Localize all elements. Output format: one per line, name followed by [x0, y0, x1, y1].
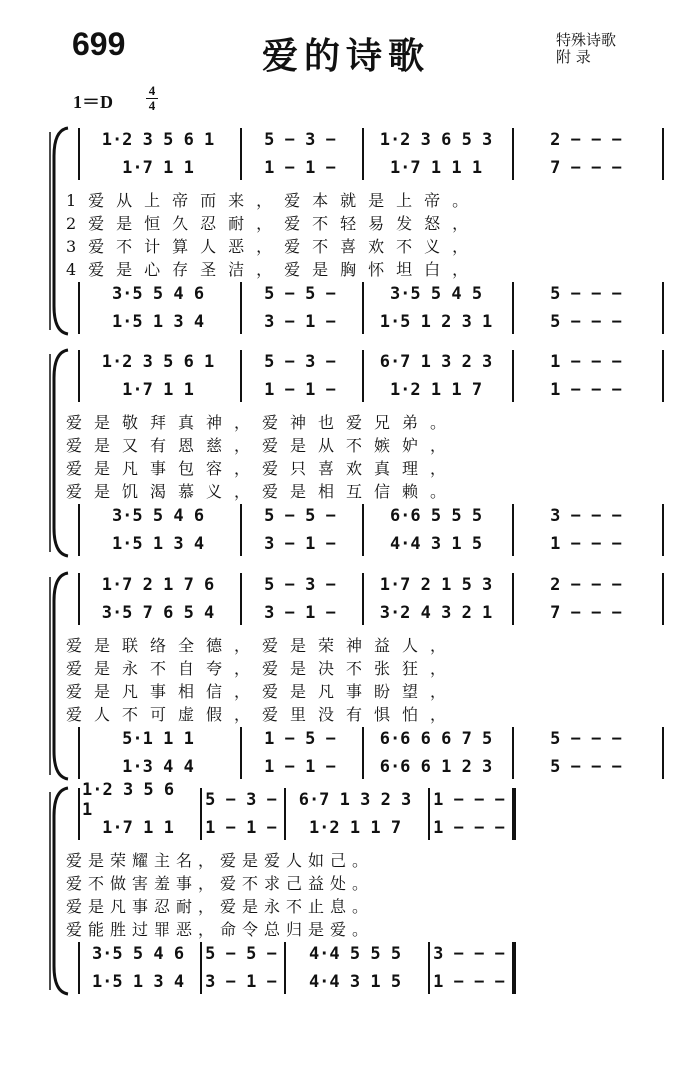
measure: 1 − − − [550, 352, 622, 372]
lyric-line: 爱是凡事相信，爱是凡事盼望， [66, 682, 459, 701]
measure: 5 − 3 − [264, 352, 336, 372]
lyric-line: 4爱是心存圣洁，爱是胸怀坦白， [66, 260, 481, 279]
measure: 3·2 4 3 2 1 [379, 603, 493, 623]
hymn-title: 爱的诗歌 [262, 36, 431, 77]
measure: 1 − 1 − [264, 380, 336, 400]
measure: 5 − − − [550, 729, 622, 749]
measure: 1·2 3 5 6 1 [101, 352, 215, 372]
bar-line [284, 788, 286, 840]
lyric-line: 1爱从上帝而来，爱本就是上帝。 [66, 191, 481, 210]
hymn-number: 699 [72, 26, 126, 62]
bar-line [512, 128, 514, 180]
lyric-line: 爱是饥渴慕义，爱是相互信赖。 [66, 482, 459, 501]
measure: 5 − 3 − [264, 130, 336, 150]
bar-line [240, 727, 242, 779]
measure: 1 − − − [550, 380, 622, 400]
lyric-line: 爱是敬拜真神，爱神也爱兄弟。 [66, 413, 459, 432]
lyric-line: 爱是联络全德，爱是荣神益人， [66, 636, 459, 655]
measure: 3 − 1 − [205, 972, 277, 992]
measure: 6·7 1 3 2 3 [298, 790, 412, 810]
lyric-line: 爱不做害羞事，爱不求己益处。 [66, 874, 375, 893]
measure: 2 − − − [550, 130, 622, 150]
measure: 3·5 5 4 5 [389, 284, 483, 304]
bar-line [512, 504, 514, 556]
measure: 4·4 3 1 5 [389, 534, 483, 554]
measure: 3 − − − [433, 944, 505, 964]
bar-line [240, 282, 242, 334]
bar-line [362, 128, 364, 180]
bar-line [362, 573, 364, 625]
measure: 3·5 5 4 6 [111, 284, 205, 304]
key-signature: 1＝D [73, 92, 113, 112]
measure: 1·5 1 3 4 [111, 312, 205, 332]
bar-line [78, 350, 80, 402]
measure: 5 − − − [550, 757, 622, 777]
measure: 1 − 5 − [264, 729, 336, 749]
bar-line [78, 727, 80, 779]
measure: 1·2 1 1 7 [389, 380, 483, 400]
bar-line [240, 350, 242, 402]
bar-line [428, 788, 430, 840]
bar-line [512, 282, 514, 334]
hymn-category [556, 32, 616, 66]
measure: 5 − 3 − [264, 575, 336, 595]
measure: 1 − − − [433, 818, 505, 838]
measure: 1 − 1 − [264, 158, 336, 178]
bar-line [362, 350, 364, 402]
lyric-line: 爱是永不自夸，爱是决不张狂， [66, 659, 459, 678]
measure: 1 − 1 − [264, 757, 336, 777]
lyric-line: 爱是又有恩慈，爱是从不嫉妒， [66, 436, 459, 455]
time-signature [146, 84, 158, 113]
bar-line [284, 942, 286, 994]
measure: 3·5 5 4 6 [111, 506, 205, 526]
measure: 7 − − − [550, 603, 622, 623]
bar-line [78, 573, 80, 625]
bar-line [78, 504, 80, 556]
bar-line [512, 788, 516, 840]
measure: 3 − 1 − [264, 534, 336, 554]
measure: 4·4 5 5 5 [308, 944, 402, 964]
measure: 1·2 3 5 6 1 [82, 780, 175, 820]
bar-line [240, 504, 242, 556]
lyric-line: 3爱不计算人恶，爱不喜欢不义， [66, 237, 481, 256]
lyric-line: 爱是荣耀主名，爱是爱人如己。 [66, 851, 375, 870]
bar-line [78, 128, 80, 180]
bar-line [362, 504, 364, 556]
measure: 3·5 5 4 6 [91, 944, 185, 964]
category-line-2: 附 录 [556, 48, 591, 66]
measure: 3 − 1 − [264, 312, 336, 332]
lyric-line: 爱是凡事忍耐，爱是永不止息。 [66, 897, 375, 916]
bar-line [240, 128, 242, 180]
measure: 3 − 1 − [264, 603, 336, 623]
measure: 5 − − − [550, 284, 622, 304]
measure: 1·5 1 3 4 [91, 972, 185, 992]
measure: 1·7 2 1 5 3 [379, 575, 493, 595]
bar-line [200, 942, 202, 994]
measure: 1 − 1 − [205, 818, 277, 838]
measure: 1 − − − [433, 790, 505, 810]
measure: 5·1 1 1 [122, 729, 194, 749]
measure: 7 − − − [550, 158, 622, 178]
measure: 1·5 1 3 4 [111, 534, 205, 554]
time-signature-bottom: 4 [148, 98, 156, 113]
measure: 3 − − − [550, 506, 622, 526]
bar-line [662, 282, 664, 334]
measure: 5 − 5 − [264, 506, 336, 526]
measure: 1·2 3 6 5 3 [379, 130, 493, 150]
bar-line [240, 573, 242, 625]
lyric-line: 爱是凡事包容，爱只喜欢真理， [66, 459, 459, 478]
measure: 1·2 3 5 6 1 [101, 130, 215, 150]
measure: 5 − 5 − [264, 284, 336, 304]
bar-line [362, 727, 364, 779]
bar-line [428, 942, 430, 994]
bar-line [78, 788, 80, 840]
measure: 2 − − − [550, 575, 622, 595]
category-line-1: 特殊诗歌 [556, 31, 617, 49]
measure: 1·7 1 1 [122, 158, 194, 178]
time-signature-top: 4 [146, 84, 158, 99]
measure: 3·5 7 6 5 4 [101, 603, 215, 623]
measure: 1·7 1 1 1 [389, 158, 483, 178]
bar-line [512, 942, 516, 994]
measure: 5 − 3 − [205, 790, 277, 810]
lyric-line: 爱人不可虚假，爱里没有惧怕， [66, 705, 459, 724]
measure: 6·7 1 3 2 3 [379, 352, 493, 372]
bar-line [662, 350, 664, 402]
measure: 6·6 6 6 7 5 [379, 729, 493, 749]
lyric-line: 爱能胜过罪恶，命令总归是爱。 [66, 920, 375, 939]
bar-line [512, 350, 514, 402]
measure: 5 − − − [550, 312, 622, 332]
lyric-line: 2爱是恒久忍耐，爱不轻易发怒， [66, 214, 481, 233]
measure: 1·7 2 1 7 6 [101, 575, 215, 595]
measure: 1·7 1 1 [122, 380, 194, 400]
bar-line [662, 128, 664, 180]
measure: 5 − 5 − [205, 944, 277, 964]
bar-line [78, 942, 80, 994]
measure: 6·6 5 5 5 [389, 506, 483, 526]
measure: 1·5 1 2 3 1 [379, 312, 493, 332]
bar-line [662, 504, 664, 556]
bar-line [362, 282, 364, 334]
bar-line [512, 573, 514, 625]
measure: 4·4 3 1 5 [308, 972, 402, 992]
measure: 6·6 6 1 2 3 [379, 757, 493, 777]
bar-line [512, 727, 514, 779]
measure: 1 − − − [550, 534, 622, 554]
measure: 1·3 4 4 [122, 757, 194, 777]
bar-line [662, 573, 664, 625]
bar-line [200, 788, 202, 840]
measure: 1 − − − [433, 972, 505, 992]
bar-line [662, 727, 664, 779]
bar-line [78, 282, 80, 334]
measure: 1·7 1 1 [102, 818, 174, 838]
measure: 1·2 1 1 7 [308, 818, 402, 838]
